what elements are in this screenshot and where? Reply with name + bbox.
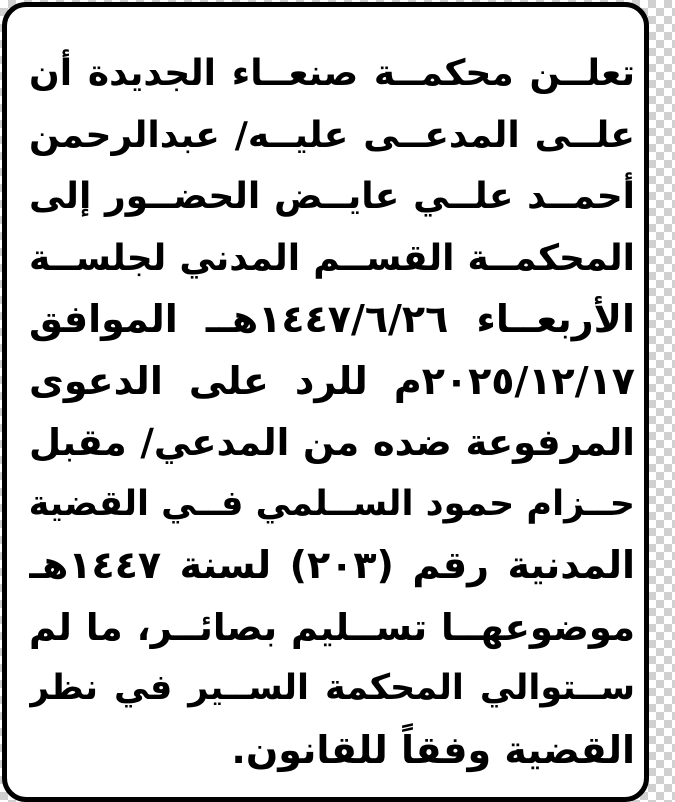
notice-line: ٢٠٢٥/١٢/١٧م للرد على الدعوى bbox=[29, 358, 635, 403]
notice-line: علــى المدعــى عليــه/ عبدالرحمن bbox=[29, 114, 635, 156]
notice-line: موضوعهــا تســليم بصائــر، ما لم bbox=[29, 605, 635, 649]
notice-line: المدنية رقم (٢٠٣) لسنة ١٤٤٧هـ bbox=[29, 543, 635, 587]
notice-line: ســتوالي المحكمة الســير في نظر bbox=[29, 668, 635, 708]
notice-line: أحمــد علــي عايــض الحضــور إلى bbox=[29, 176, 635, 217]
notice-line: حــزام حمود الســلمي فــي القضية bbox=[29, 483, 635, 524]
notice-line: الأربعــاء ١٤٤٧/٦/٢٦هــ الموافق bbox=[29, 297, 635, 341]
notice-line: المرفوعة ضده من المدعي/ مقبل bbox=[29, 421, 635, 464]
notice-frame bbox=[2, 2, 649, 802]
notice-text bbox=[29, 43, 635, 781]
notice-line: المحكمــة القســم المدني لجلســة bbox=[29, 237, 635, 279]
notice-line: تعلــن محكمــة صنعــاء الجديدة أن bbox=[29, 53, 635, 94]
notice-line: القضية وفقاً للقانون. bbox=[231, 727, 635, 772]
